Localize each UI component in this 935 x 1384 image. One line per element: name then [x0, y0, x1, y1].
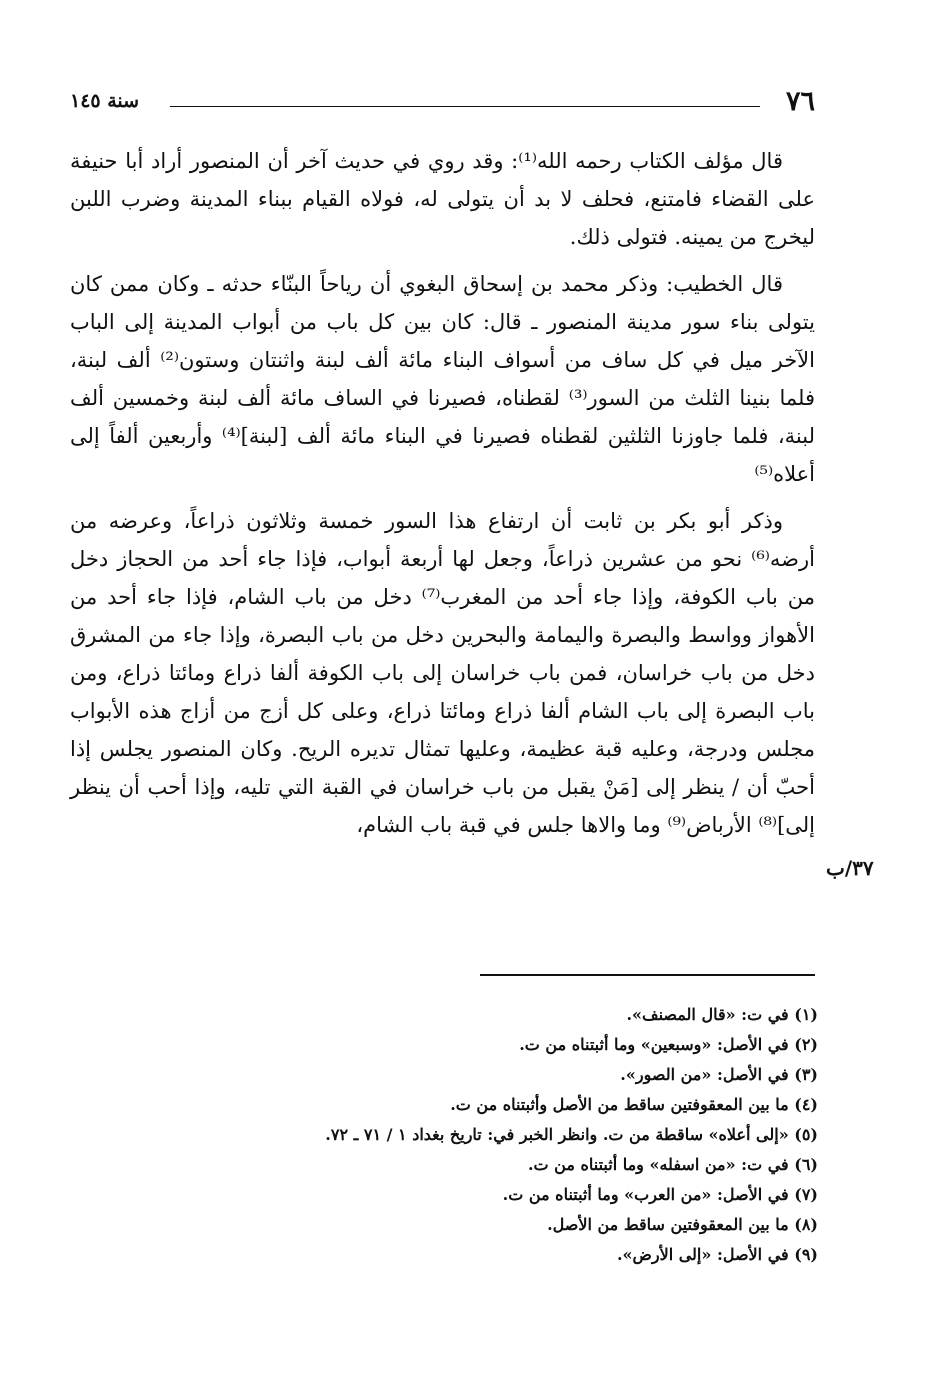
footnote-5: (٥) «إلى أعلاه» ساقطة من ت. وانظر الخبر في: تاريخ بغداد ١ / ٧١ ـ ٧٢. [325, 1125, 818, 1144]
paragraph-1: قال مؤلف الكتاب رحمه الله⁽¹⁾: وقد روي في حديث آخر أن المنصور أراد أبا حنيفة على القضاء فامتنع، فحلف لا بد أن يتولى له، فولاه القيام ببناء المدينة وضرب اللبن ليخرج من يمينه. فتولى ذلك. [70, 149, 815, 249]
footnote-2: (٢) في الأصل: «وسبعين» وما أثبتناه من ت. [519, 1035, 818, 1054]
footnote-1: (١) في ت: «قال المصنف». [626, 1005, 818, 1024]
paragraph-2: قال الخطيب: وذكر محمد بن إسحاق البغوي أن رياحاً البنّاء حدثه ـ وكان ممن كان يتولى بناء سور مدينة المنصور ـ قال: كان بين كل باب من أبواب المدينة إلى الباب الآخر ميل في كل ساف من أسواف البناء مائة ألف لبنة واثنتان وستون⁽²⁾ ألف لبنة، فلما بنينا الثلث من السور⁽³⁾ لقطناه، فصيرنا في الساف مائة ألف لبنة وخمسين ألف لبنة، فلما جاوزنا الثلثين لقطناه فصيرنا في البناء مائة ألف [لبنة]⁽⁴⁾ وأربعين ألفاً إلى أعلاه⁽⁵⁾ [70, 272, 815, 486]
running-head: سنة ١٤٥ [70, 90, 140, 112]
header-rule [170, 106, 760, 107]
paragraph-3: وذكر أبو بكر بن ثابت أن ارتفاع هذا السور خمسة وثلاثون ذراعاً، وعرضه من أرضه⁽⁶⁾ نحو من عشرين ذراعاً، وجعل لها أربعة أبواب، فإذا جاء أحد من الحجاز دخل من باب الكوفة، وإذا جاء أحد من المغرب⁽⁷⁾ دخل من باب الشام، فإذا جاء أحد من الأهواز وواسط والبصرة واليمامة والبحرين دخل من باب البصرة، وإذا جاء من المشرق دخل من باب خراسان، فمن باب خراسان إلى باب الكوفة ألفا ذراع ومائتا ذراع، ومن باب البصرة إلى باب الشام ألفا ذراع ومائتا ذراع، وعلى كل أزج من أزاج هذه الأبواب مجلس ودرجة، وعليه قبة عظيمة، وعليها تمثال تديره الريح. وكان المنصور يجلس إذا أحبّ أن / ينظر إلى [مَنْ يقبل من باب خراسان في القبة التي تليه، وإذا أحب أن ينظر إلى]⁽⁸⁾ الأرباض⁽⁹⁾ وما والاها جلس في قبة باب الشام، [70, 509, 815, 837]
footnote-3: (٣) في الأصل: «من الصور». [620, 1065, 818, 1084]
footnote-8: (٨) ما بين المعقوفتين ساقط من الأصل. [547, 1215, 818, 1234]
body-text [70, 142, 815, 844]
footnote-9: (٩) في الأصل: «إلى الأرض». [616, 1245, 818, 1264]
folio-margin-note: ٣٧/ب [826, 856, 874, 880]
page-number: ٧٦ [785, 86, 815, 117]
footnotes [70, 1000, 818, 1270]
footnote-rule [480, 974, 815, 976]
footnote-7: (٧) في الأصل: «من العرب» وما أثبتناه من ت. [502, 1185, 818, 1204]
footnote-4: (٤) ما بين المعقوفتين ساقط من الأصل وأثبتناه من ت. [450, 1095, 818, 1114]
footnote-6: (٦) في ت: «من اسفله» وما أثبتناه من ت. [527, 1155, 818, 1174]
page-header [70, 86, 815, 122]
